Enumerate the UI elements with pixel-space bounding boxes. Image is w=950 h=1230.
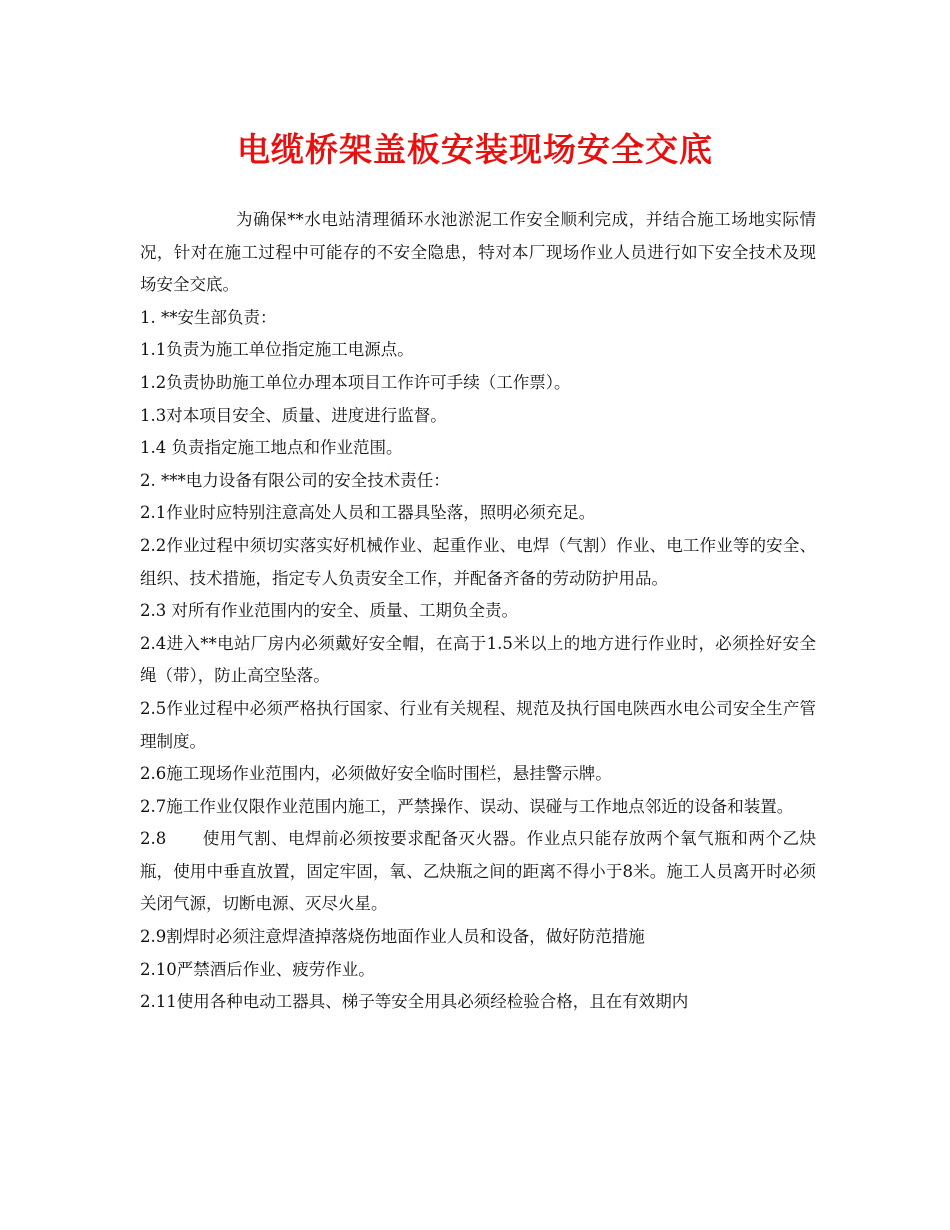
clause-2-11 <box>140 986 816 1019</box>
clause-number: 2.10 <box>140 959 177 979</box>
clause-text: 负责指定施工地点和作业范围。 <box>166 438 403 458</box>
clause-1-2 <box>140 367 816 400</box>
clause-text: 严禁酒后作业、疲劳作业。 <box>176 959 375 979</box>
document-title: 电缆桥架盖板安装现场安全交底 <box>237 130 713 169</box>
clause-2-10 <box>140 954 816 987</box>
clause-2-4 <box>140 628 816 693</box>
clause-number: 1. <box>140 307 156 327</box>
clause-number: 1.1 <box>140 340 167 360</box>
clause-text: ***电力设备有限公司的安全技术责任： <box>155 470 450 490</box>
clause-text: 使用各种电动工器具、梯子等安全用具必须经检验合格，且在有效期内 <box>176 992 689 1012</box>
clause-text: 作业时应特别注意高处人员和工器具坠落，照明必须充足。 <box>166 503 596 523</box>
clause-number: 1.4 <box>140 438 167 458</box>
clause-text: 作业过程中须切实落实好机械作业、起重作业、电焊（气割）作业、电工作业等的安全、组织、技术措施，指定专人负责安全工作，并配备齐备的劳动防护用品。 <box>140 535 816 588</box>
clause-2-9 <box>140 921 816 954</box>
clause-2-1 <box>140 497 816 530</box>
clause-number: 2.3 <box>140 601 167 621</box>
clause-1-3 <box>140 400 816 433</box>
clause-number: 1.2 <box>140 372 167 392</box>
clause-number: 2.4 <box>140 633 167 653</box>
clause-2-3 <box>140 595 816 628</box>
clause-2-2 <box>140 530 816 595</box>
clause-number: 2.6 <box>140 764 167 784</box>
clause-text: 使用气割、电焊前必须按要求配备灭火器。作业点只能存放两个氧气瓶和两个乙炔瓶，使用中垂直放置，固定牢固，氧、乙炔瓶之间的距离不得小于8米。施工人员离开时必须关闭气源，切断电源、灭尽火星。 <box>140 829 816 914</box>
clause-text: 施工作业仅限作业范围内施工，严禁操作、误动、误碰与工作地点邻近的设备和装置。 <box>166 796 794 816</box>
intro-paragraph: 为确保**水电站清理循环水池淤泥工作安全顺利完成，并结合施工场地实际情况，针对在施工过程中可能存的不安全隐患，特对本厂现场作业人员进行如下安全技术及现场安全交底。 <box>140 210 816 295</box>
clause-number: 1.3 <box>140 405 167 425</box>
clause-text: 割焊时必须注意焊渣掉落烧伤地面作业人员和设备，做好防范措施 <box>166 927 645 947</box>
clause-number: 2. <box>140 470 156 490</box>
clause-1-4 <box>140 432 816 465</box>
clause-2-5 <box>140 693 816 758</box>
document-body <box>140 204 816 1019</box>
clause-number: 2.9 <box>140 927 167 947</box>
clause-number: 2.8 <box>140 829 167 849</box>
clause-2 <box>140 465 816 498</box>
clause-text: 施工现场作业范围内，必须做好安全临时围栏，悬挂警示牌。 <box>166 764 612 784</box>
clause-number: 2.2 <box>140 535 167 555</box>
clause-number: 2.5 <box>140 698 167 718</box>
clause-2-6 <box>140 758 816 791</box>
clause-text: 负责协助施工单位办理本项目工作许可手续（工作票）。 <box>166 372 571 392</box>
clause-text: 负责为施工单位指定施工电源点。 <box>166 340 414 360</box>
clause-1 <box>140 302 816 335</box>
clause-1-1 <box>140 334 816 367</box>
clause-text: 对本项目安全、质量、进度进行监督。 <box>166 405 447 425</box>
clause-text: 作业过程中必须严格执行国家、行业有关规程、规范及执行国电陕西水电公司安全生产管理制度。 <box>140 698 816 751</box>
clause-text: **安生部负责： <box>155 307 277 327</box>
clause-number: 2.7 <box>140 796 167 816</box>
clause-2-7 <box>140 791 816 824</box>
clause-2-8 <box>140 823 816 921</box>
clause-text: 进入**电站厂房内必须戴好安全帽，在高于1.5米以上的地方进行作业时，必须拴好安全绳（带），防止高空坠落。 <box>140 633 816 686</box>
clause-number: 2.1 <box>140 503 167 523</box>
clause-number: 2.11 <box>140 992 177 1012</box>
clause-text: 对所有作业范围内的安全、质量、工期负全责。 <box>166 601 518 621</box>
